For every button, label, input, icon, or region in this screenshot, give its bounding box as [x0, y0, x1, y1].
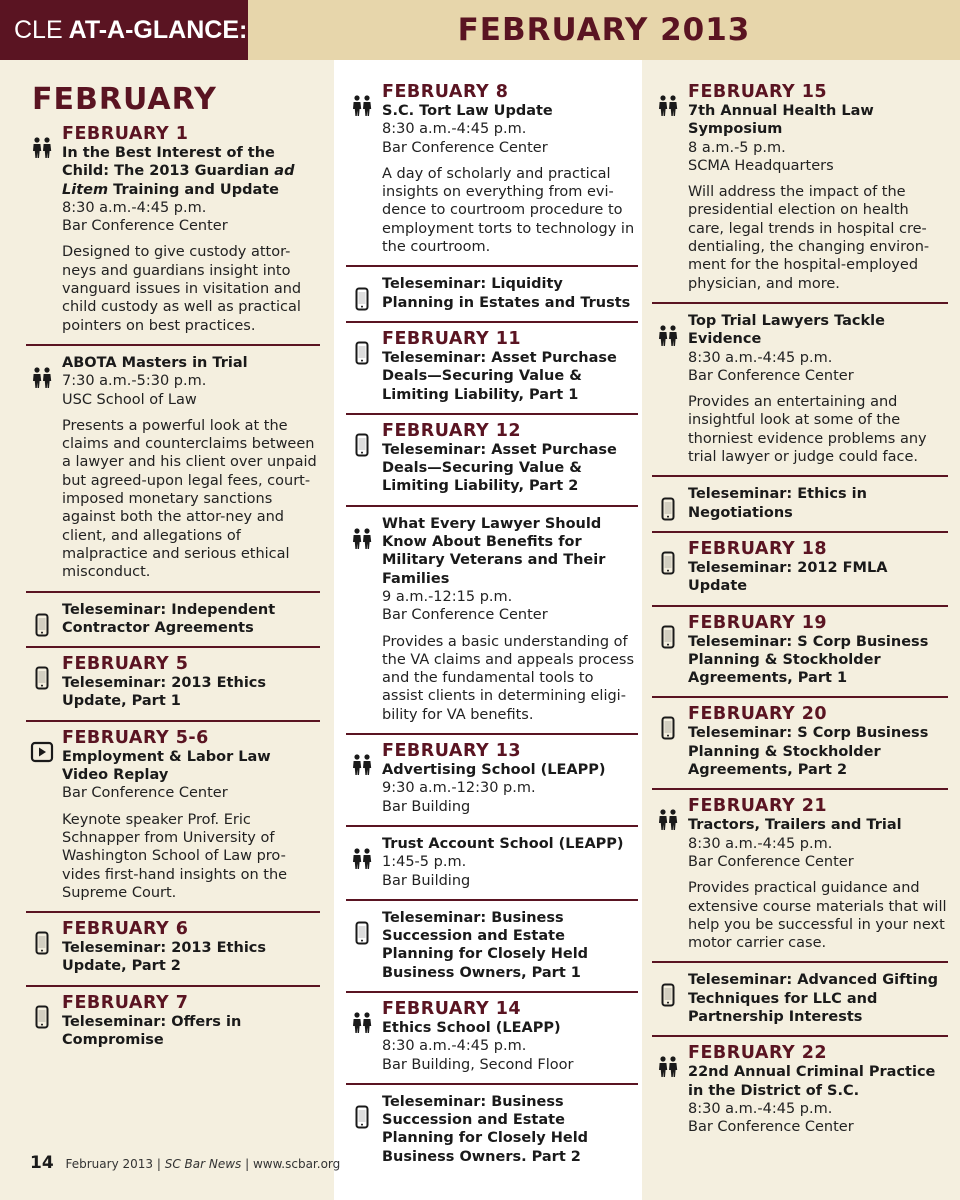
phone-icon	[350, 341, 374, 365]
event-title: 7th Annual Health Law Symposium	[688, 103, 874, 138]
phone-icon	[656, 551, 680, 575]
phone-icon	[350, 1105, 374, 1129]
event-title: Teleseminar: Business Succession and Estate Planning for Closely Held Business Owners. Part 2	[382, 1093, 589, 1165]
event-location: Bar Building	[382, 872, 471, 889]
event-date: FEBRUARY 22	[688, 1043, 828, 1064]
column-1	[0, 60, 334, 1200]
event-title: Top Trial Lawyers Tackle Evidence	[688, 312, 885, 348]
event-title: Teleseminar: Advanced Gifting Techniques for LLC and Partnership Interests	[688, 972, 939, 1025]
event-item	[652, 971, 948, 1037]
event-title: Teleseminar: Liquidity Planning in Estates and Trusts	[382, 276, 631, 311]
event-item	[346, 835, 638, 901]
event-item	[346, 421, 638, 507]
event-time: 7:30 a.m.-5:30 p.m.	[62, 373, 207, 390]
event-time: 8:30 a.m.-4:45 p.m.	[382, 121, 527, 138]
event-title: Teleseminar: 2013 Ethics Update, Part 2	[62, 940, 267, 975]
event-title: Teleseminar: Independent Contractor Agreements	[62, 601, 276, 636]
phone-icon	[30, 1005, 54, 1029]
event-title: What Every Lawyer Should Know About Benefits for Military Veterans and Their Families	[382, 515, 606, 587]
event-title: Teleseminar: Asset Purchase Deals—Securing Value & Limiting Liability, Part 1	[382, 349, 617, 403]
event-date: FEBRUARY 21	[688, 796, 828, 817]
phone-icon	[30, 666, 54, 690]
event-date: FEBRUARY 6	[62, 919, 189, 940]
phone-icon	[656, 983, 680, 1007]
phone-icon	[350, 287, 374, 311]
people-icon	[350, 847, 374, 871]
event-location: USC School of Law	[62, 391, 197, 408]
event-item	[26, 601, 320, 649]
event-location: Bar Conference Center	[382, 139, 548, 156]
event-title: Tractors, Trailers and Trial	[688, 817, 902, 834]
event-date: FEBRUARY 11	[382, 328, 522, 349]
page-footer	[30, 1153, 340, 1173]
event-item	[652, 485, 948, 533]
event-item	[652, 1043, 948, 1145]
event-location: Bar Conference Center	[382, 607, 548, 624]
phone-icon	[350, 921, 374, 945]
event-item	[346, 515, 638, 735]
event-time: 8:30 a.m.-4:45 p.m.	[688, 349, 833, 366]
event-time: 8:30 a.m.-4:45 p.m.	[62, 199, 207, 216]
event-item	[26, 728, 320, 913]
event-date: FEBRUARY 14	[382, 998, 522, 1019]
event-list	[346, 84, 638, 1183]
issue-date: February 2013 |	[65, 1157, 165, 1171]
people-icon	[30, 366, 54, 390]
event-time: 8 a.m.-5 p.m.	[688, 139, 786, 156]
website: | www.scbar.org	[241, 1157, 341, 1171]
month-title: FEBRUARY 2013	[248, 0, 960, 60]
people-icon	[350, 527, 374, 551]
play-icon	[30, 740, 54, 764]
event-title: Teleseminar: Asset Purchase Deals—Securing Value & Limiting Liability, Part 2	[382, 441, 617, 495]
event-date: FEBRUARY 7	[62, 992, 189, 1013]
event-title: Advertising School (LEAPP)	[382, 762, 606, 779]
event-location: Bar Conference Center	[688, 367, 854, 384]
event-item	[652, 312, 948, 477]
event-list	[26, 126, 320, 1066]
event-time: 9:30 a.m.-12:30 p.m.	[382, 780, 536, 797]
event-title: ABOTA Masters in Trial	[62, 354, 248, 371]
phone-icon	[656, 716, 680, 740]
event-location: SCMA Headquarters	[688, 157, 834, 174]
event-title-part: Training and Update	[108, 181, 280, 198]
event-date: FEBRUARY 5	[62, 654, 189, 675]
event-item	[26, 993, 320, 1059]
event-item	[346, 329, 638, 415]
event-title-part: In the Best Interest of the Child: The 2013 Guardian	[62, 145, 275, 180]
event-location: Bar Conference Center	[688, 1119, 854, 1136]
event-item	[652, 704, 948, 790]
phone-icon	[656, 625, 680, 649]
event-title: Employment & Labor Law Video Replay	[62, 748, 271, 784]
event-title-italic: ad Litem	[62, 163, 295, 198]
at-a-glance-label: AT-A-GLANCE:	[68, 15, 248, 44]
event-description: A day of scholarly and practical insights on everything from evi-dence to courtroom procedure to employment torts to technology in the courtroom.	[382, 165, 635, 256]
event-title: Teleseminar: Ethics in Negotiations	[688, 486, 867, 521]
people-icon	[350, 94, 374, 118]
event-time: 9 a.m.-12:15 p.m.	[382, 588, 513, 605]
event-title: Teleseminar: Business Succession and Estate Planning for Closely Held Business Owners, Part 1	[382, 909, 589, 981]
phone-icon	[656, 497, 680, 521]
event-date: FEBRUARY 8	[382, 82, 509, 102]
event-date: FEBRUARY 18	[688, 538, 828, 559]
page-header	[0, 0, 960, 60]
event-description: Presents a powerful look at the claims and counterclaims between a lawyer and his client over unpaid but agreed-upon legal fees, court-imposed monetary sanctions against both the attor-ney and client, and allegations of malpractice and serious ethical misconduct.	[62, 417, 317, 581]
event-title: Teleseminar: S Corp Business Planning & Stockholder Agreements, Part 2	[688, 725, 929, 779]
event-location: Bar Building	[382, 798, 471, 815]
event-item	[346, 909, 638, 993]
event-item	[26, 124, 320, 346]
event-time: 8:30 a.m.-4:45 p.m.	[688, 835, 833, 852]
cle-prefix: CLE	[14, 15, 63, 44]
event-item	[26, 919, 320, 987]
event-item	[652, 82, 948, 304]
event-description: Provides an entertaining and insightful look at some of the thorniest evidence problems any trial lawyer or judge could face.	[688, 394, 927, 466]
event-date: FEBRUARY 1	[62, 124, 189, 144]
event-title: Teleseminar: 2013 Ethics Update, Part 1	[62, 675, 267, 710]
event-date: FEBRUARY 5-6	[62, 727, 209, 748]
event-date: FEBRUARY 20	[688, 704, 828, 725]
event-item	[652, 539, 948, 607]
event-item	[26, 354, 320, 593]
event-title	[62, 144, 320, 199]
event-date: FEBRUARY 12	[382, 420, 522, 441]
event-time: 8:30 a.m.-4:45 p.m.	[382, 1038, 527, 1055]
event-date: FEBRUARY 13	[382, 741, 522, 762]
event-location: Bar Conference Center	[62, 785, 228, 802]
people-icon	[656, 94, 680, 118]
event-item	[26, 654, 320, 722]
phone-icon	[30, 613, 54, 637]
event-item	[346, 82, 638, 267]
phone-icon	[30, 931, 54, 955]
people-icon	[350, 753, 374, 777]
event-title: Teleseminar: Offers in Compromise	[62, 1013, 242, 1048]
cle-at-a-glance-tab	[0, 0, 248, 60]
event-title: S.C. Tort Law Update	[382, 103, 553, 119]
phone-icon	[350, 433, 374, 457]
event-item	[346, 999, 638, 1085]
event-title: 22nd Annual Criminal Practice in the District of S.C.	[688, 1064, 936, 1099]
event-title: Trust Account School (LEAPP)	[382, 835, 624, 852]
page-number: 14	[30, 1153, 54, 1173]
event-title: Teleseminar: S Corp Business Planning & Stockholder Agreements, Part 1	[688, 633, 929, 687]
month-heading: FEBRUARY	[32, 82, 217, 117]
column-2	[334, 60, 642, 1200]
event-location: Bar Conference Center	[688, 853, 854, 870]
people-icon	[656, 1055, 680, 1079]
event-time: 1:45-5 p.m.	[382, 854, 467, 871]
publication-name: SC Bar News	[164, 1157, 242, 1171]
event-date: FEBRUARY 15	[688, 82, 828, 102]
event-location: Bar Building, Second Floor	[382, 1056, 574, 1073]
event-item	[346, 1093, 638, 1175]
event-title: Teleseminar: 2012 FMLA Update	[688, 559, 888, 595]
event-description: Provides a basic understanding of the VA claims and appeals process and the fundamental tools to assist clients in determining eligi-bility for VA benefits.	[382, 633, 635, 723]
event-item	[346, 741, 638, 827]
people-icon	[30, 136, 54, 160]
event-item	[346, 275, 638, 323]
people-icon	[350, 1011, 374, 1035]
event-list	[652, 84, 948, 1153]
event-date: FEBRUARY 19	[688, 612, 828, 633]
event-description: Provides practical guidance and extensive course materials that will help you be successful in your next motor carrier case.	[688, 880, 947, 952]
people-icon	[656, 324, 680, 348]
event-description: Keynote speaker Prof. Eric Schnapper from University of Washington School of Law pro-vides first-hand insights on the Supreme Court.	[62, 811, 288, 901]
event-time: 8:30 a.m.-4:45 p.m.	[688, 1100, 833, 1117]
column-3	[642, 60, 960, 1200]
event-item	[652, 796, 948, 963]
event-description: Will address the impact of the presidential election on health care, legal trends in hospital cre-dentialing, the changing environ-ment for the hospital-employed physician, and more.	[688, 184, 930, 292]
event-item	[652, 613, 948, 699]
event-location: Bar Conference Center	[62, 218, 228, 235]
people-icon	[656, 808, 680, 832]
event-title: Ethics School (LEAPP)	[382, 1019, 561, 1036]
event-description: Designed to give custody attor-neys and guardians insight into vanguard issues in visitation and child custody as well as practical pointers on best practices.	[62, 244, 302, 334]
